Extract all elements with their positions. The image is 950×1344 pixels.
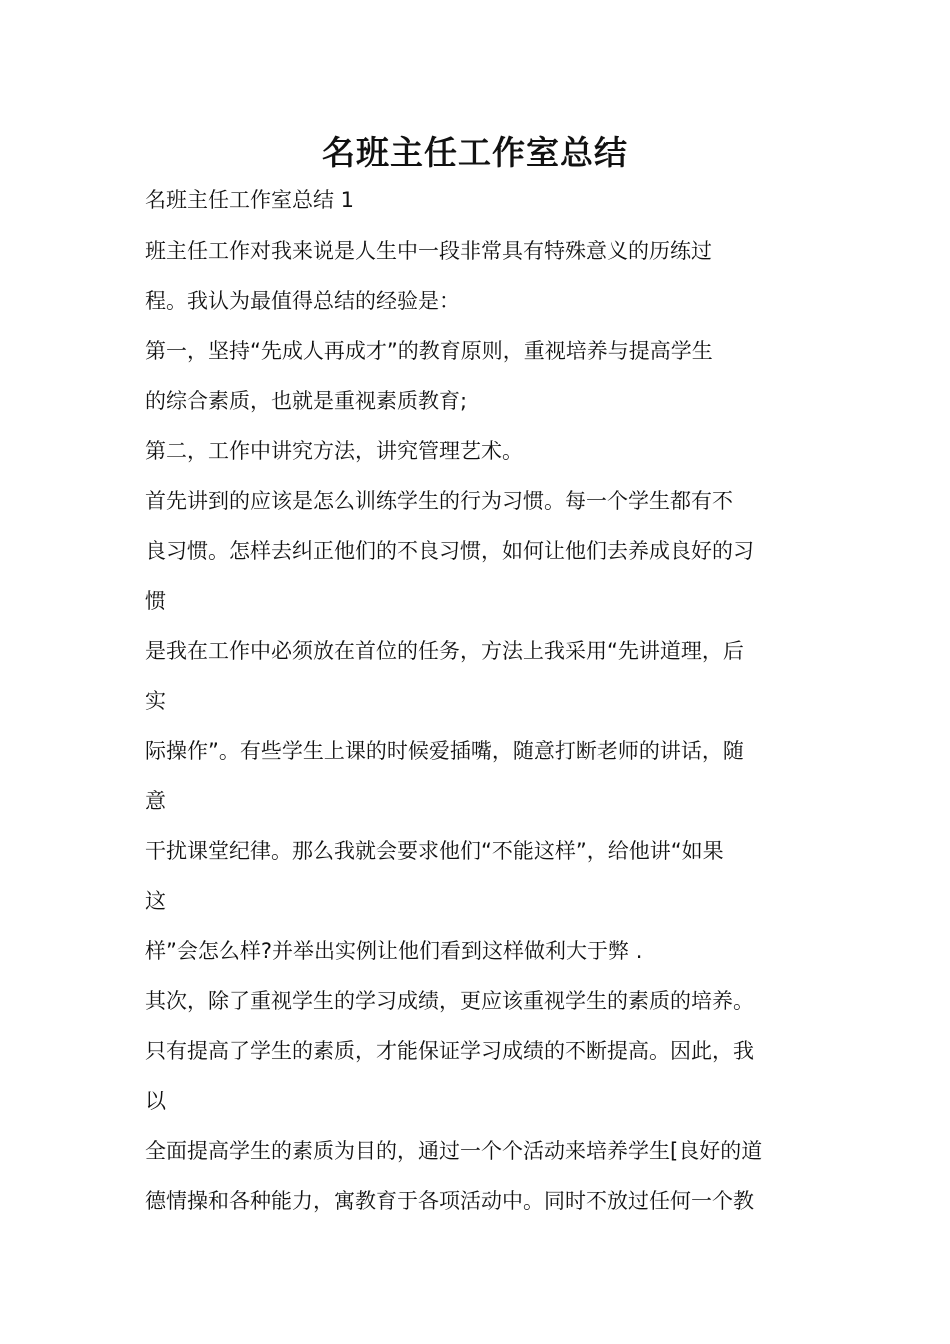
paragraph-line: 第二，工作中讲究方法，讲究管理艺术。 <box>145 439 523 463</box>
paragraph-line: 干扰课堂纪律。那么我就会要求他们“不能这样”，给他讲“如果 <box>145 839 724 863</box>
paragraph-line: 班主任工作对我来说是人生中一段非常具有特殊意义的历练过 <box>145 239 712 263</box>
paragraph-line: 良习惯。怎样去纠正他们的不良习惯，如何让他们去养成良好的习 <box>145 539 754 563</box>
paragraph-line: 德情操和各种能力，寓教育于各项活动中。同时不放过任何一个教 <box>145 1189 754 1213</box>
paragraph-line: 这 <box>145 889 166 913</box>
paragraph-line: 程。我认为最值得总结的经验是： <box>145 289 460 313</box>
paragraph-line: 惯 <box>145 589 166 613</box>
paragraph-line: 第一，坚持“先成人再成才”的教育原则，重视培养与提高学生 <box>145 339 713 363</box>
paragraph-line: 意 <box>145 789 166 813</box>
paragraph-line: 的综合素质，也就是重视素质教育; <box>145 389 468 413</box>
subtitle-line: 名班主任工作室总结 1 <box>145 188 355 212</box>
paragraph-line: 其次，除了重视学生的学习成绩，更应该重视学生的素质的培养。 <box>145 989 754 1013</box>
paragraph-line: 样”会怎么样?并举出实例让他们看到这样做利大于弊 . <box>145 939 643 963</box>
paragraph-line: 全面提高学生的素质为目的，通过一个个活动来培养学生[良好的道 <box>145 1139 763 1163</box>
paragraph-line: 首先讲到的应该是怎么训练学生的行为习惯。每一个学生都有不 <box>145 489 733 513</box>
paragraph-line: 以 <box>145 1089 166 1113</box>
paragraph-line: 际操作”。有些学生上课的时候爱插嘴，随意打断老师的讲话，随 <box>145 739 744 763</box>
paragraph-line: 是我在工作中必须放在首位的任务，方法上我采用“先讲道理，后 <box>145 639 744 663</box>
paragraph-line: 只有提高了学生的素质，才能保证学习成绩的不断提高。因此，我 <box>145 1039 754 1063</box>
paragraph-line: 实 <box>145 689 166 713</box>
document-title: 名班主任工作室总结 <box>322 133 628 172</box>
